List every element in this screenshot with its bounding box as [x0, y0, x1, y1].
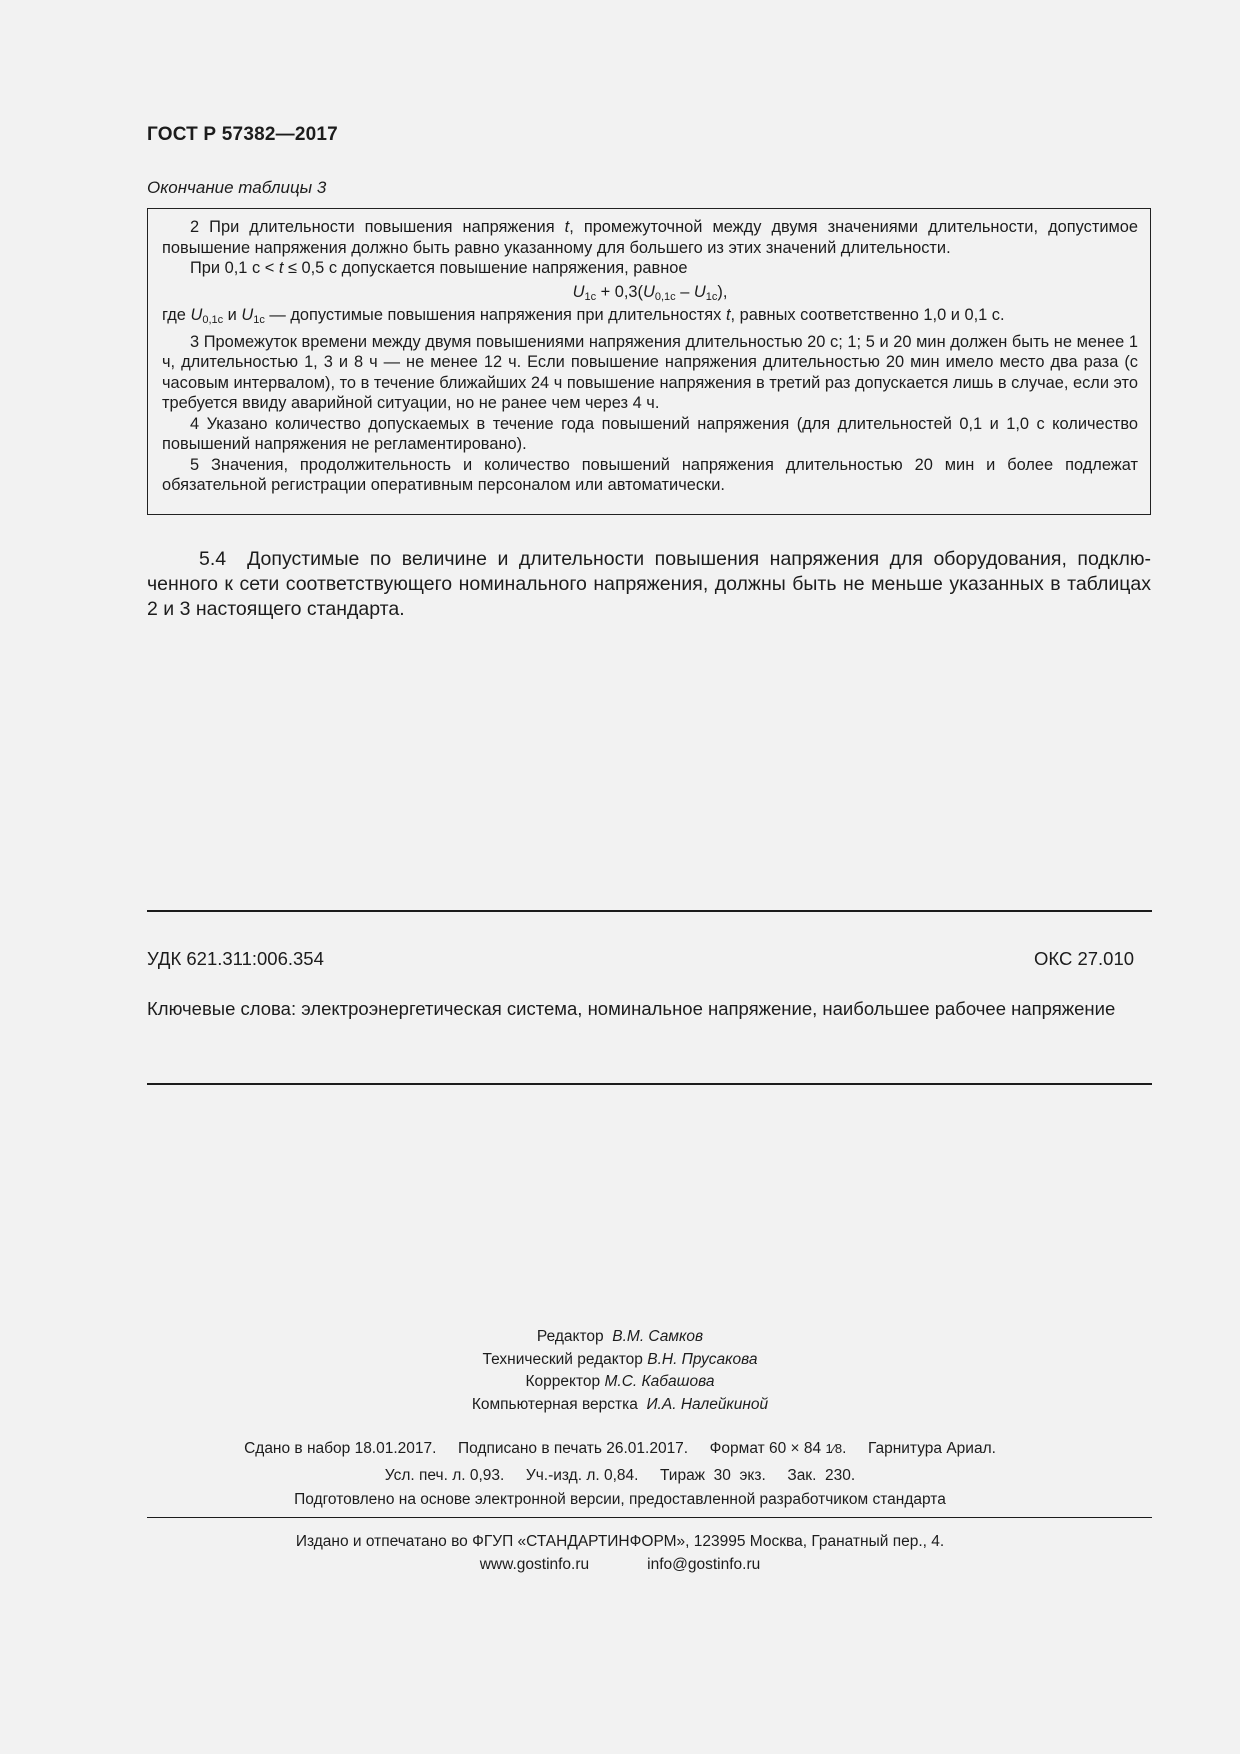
- print-info-line-2: Усл. печ. л. 0,93. Уч.-изд. л. 0,84. Тираж 30 экз. Зак. 230.: [384, 1467, 856, 1484]
- note-2-condition: При 0,1 с < t ≤ 0,5 с допускается повышение напряжения, равное: [190, 259, 688, 277]
- print-info-line-1: Сдано в набор 18.01.2017. Подписано в печать 26.01.2017. Формат 60 × 84 1⁄8. Гарнитура Ариал.: [244, 1440, 996, 1457]
- note-5: 5 Значения, продолжительность и количество повышений напряжения длительностью 20 мин и более подлежат обязательной регистрации оперативным персоналом или автоматически.: [162, 455, 1138, 494]
- publisher-links: [0, 1553, 1240, 1576]
- keywords: Ключевые слова: электроэнергетическая система, номинальное напряжение, наибольшее рабочее напряжение: [147, 998, 1116, 1019]
- note-4: 4 Указано количество допускаемых в течение года повышений напряжения (для длительностей 0,1 и 1,0 с количество повышений напряжения не регламентировано).: [162, 414, 1138, 453]
- print-info-line-3: Подготовлено на основе электронной версии, предоставленной разработчиком стандарта: [294, 1491, 946, 1508]
- oks-code: ОКС 27.010: [1034, 948, 1135, 969]
- formula-explanation: где $U_{0,1с}$ и $U_{1с}$ — допустимые повышения напряжения при длительностях t, равных соответственно 1,0 и 0,1 с.: [162, 306, 1005, 326]
- divider-top: [147, 910, 1152, 912]
- credit-tech-editor: Технический редактор В.Н. Прусакова: [482, 1350, 758, 1368]
- divider-publisher: [147, 1517, 1152, 1518]
- note-2: 2 При длительности повышения напряжения t, промежуточной между двумя значениями длительности, допустимое повышение напряжения должно быть равно указанному для большего из этих значений длительности.: [162, 218, 1138, 257]
- clause-5-4: [147, 547, 1151, 622]
- table-notes: [147, 208, 1151, 515]
- note-3: 3 Промежуток времени между двумя повышениями напряжения длительностью 20 с; 1; 5 и 20 мин должен быть не менее 1 ч, длительностью 1, 3 и 8 ч — не менее 12 ч. Если повышение напряжения длительностью 20 мин имело место два раза (с часовым интервалом), то в течение ближайших 24 ч повышение напряжения в третий раз допускается лишь в случае, если это требуется ввиду аварийной ситуации, но не ранее чем через 4 ч.: [162, 332, 1138, 412]
- udk-code: УДК 621.311:006.354: [147, 948, 324, 969]
- publisher-address: Издано и отпечатано во ФГУП «СТАНДАРТИНФОРМ», 123995 Москва, Гранатный пер., 4.: [295, 1533, 945, 1550]
- divider-bottom: [147, 1083, 1152, 1085]
- credits: [0, 1326, 1240, 1416]
- formula: $U_{1с} + 0,3(U_{0,1с} - U_{1с})$,: [572, 282, 728, 303]
- clause-text: Допустимые по величине и длительности повышения напряжения для оборудования, подключенного к сети соответствующего номинального напряжения, должны быть не меньше указанных в таблицах 2 и 3 настоящего стандарта.: [147, 548, 1151, 620]
- credit-layout: Компьютерная верстка И.А. Налейкиной: [471, 1395, 769, 1413]
- credit-corrector: Корректор М.С. Кабашова: [525, 1373, 715, 1390]
- publisher-email-link[interactable]: info@gostinfo.ru: [647, 1556, 761, 1573]
- credit-editor: Редактор В.М. Самков: [536, 1328, 704, 1345]
- clause-number: 5.4: [199, 548, 227, 570]
- table-caption: Окончание таблицы 3: [147, 178, 327, 197]
- publisher-website-link[interactable]: www.gostinfo.ru: [479, 1556, 590, 1573]
- document-code: ГОСТ Р 57382—2017: [147, 124, 338, 145]
- publisher-info: [0, 1530, 1240, 1576]
